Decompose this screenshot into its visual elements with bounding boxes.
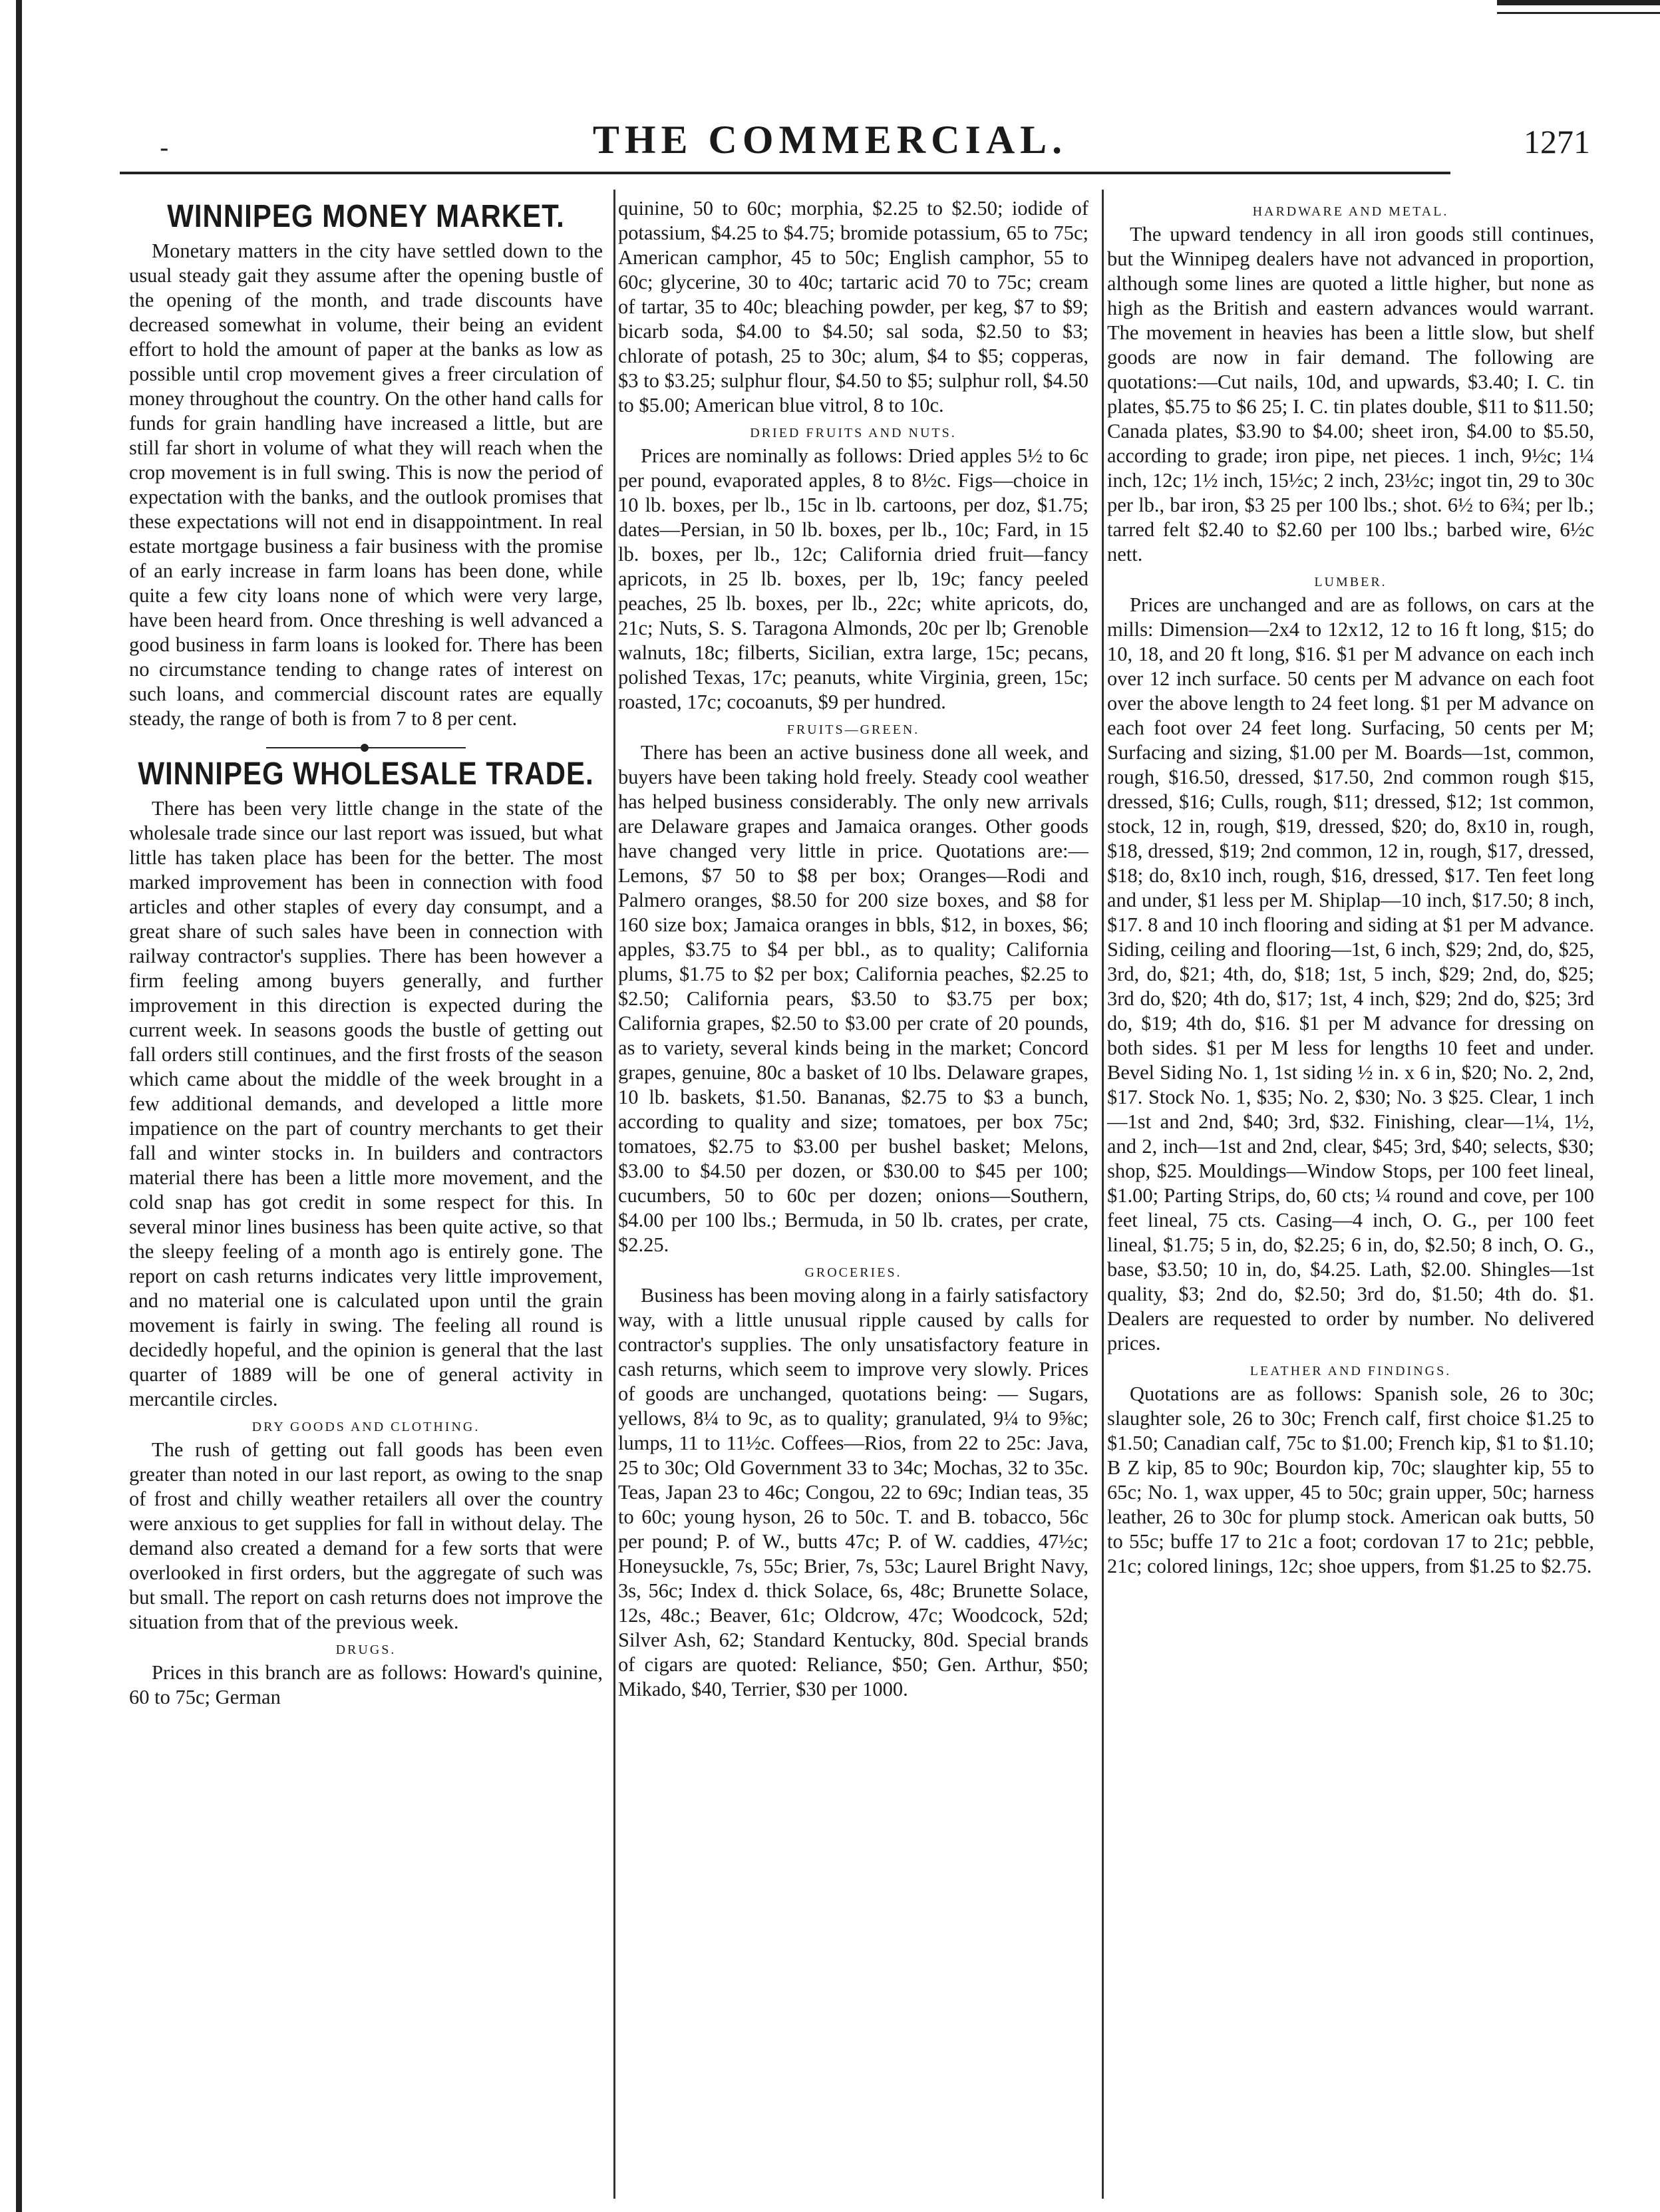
masthead-rule xyxy=(120,172,1450,174)
leather-subheading: LEATHER AND FINDINGS. xyxy=(1249,1364,1452,1378)
green-fruits-paragraph: There has been an active business done all week, and buyers have been taking hold freely. Steady cool weather has helped business considerably. The only new arrivals are Delaware grapes and Jamaica oranges. Other goods have changed very little in price. Quotations are:—Lemons, $7 50 to $8 per box; Oranges—Rodi and Palmero oranges, $8.50 for 200 size boxes, and $8 for 160 size box; Jamaica oranges in bbls, $12, in boxes, $6; apples, $3.75 to $4 per bbl., as to quality; California plums, $1.75 to $2 per box; California peaches, $2.25 to $2.50; California pears, $3.50 to $3.75 per box; California grapes, $2.50 to $3.00 per crate of 20 pounds, as to variety, several kinds being in the market; Concord grapes, genuine, 80c a basket of 10 lbs. Delaware grapes, 10 lb. baskets, $1.50. Bananas, $2.75 to $3 a bunch, according to quality and size; tomatoes, per box 75c; tomatoes, $2.75 to $3.00 per bushel basket; Melons, $3.00 to $4.50 per dozen, or $30.00 to $45 per 100; cucumbers, 50 to 60c per dozen; onions—Southern, $4.00 per 100 lbs.; Bermuda, in 50 lb. crates, per crate, $2.25. xyxy=(618,741,1088,1256)
money-market-paragraph: Monetary matters in the city have settled down to the usual steady gait they assume after the opening bustle of the opening of the month, and trade discounts have decreased somewhat in volume, their being an evident effort to hold the amount of paper at the banks as low as possible until crop movement gives a freer circulation of money throughout the country. On the other hand calls for funds for grain handling have increased a little, but are still far short in volume of what they will reach when the crop movement is in full swing. This is now the period of expectation with the banks, and the outlook promises that these expectations will not end in disappointment. In real estate mortgage business a fair business with the promise of an early increase in farm loans has been done, while quite a few city loans none of which were very large, have been heard from. Once threshing is well advanced a good business in farm loans is looked for. There has been no circumstance tending to change rates of interest on such loans, and commercial discount rates are equally steady, the range of both is from 7 to 8 per cent. xyxy=(129,239,603,730)
leather-paragraph: Quotations are as follows: Spanish sole, 26 to 30c; slaughter sole, 26 to 30c; French calf, first choice $1.25 to $1.50; Canadian calf, 75c to $1.00; French kip, $1 to $1.10; B Z kip, 85 to 90c; Bourdon kip, 70c; slaughter kip, 55 to 65c; No. 1, wax upper, 45 to 50c; grain upper, 50c; harness leather, 26 to 30c for plump stock. American oak butts, 50 to 55c; buffe 17 to 21c a foot; cordovan 17 to 21c; pebble, 21c; colored linings, 12c; shoe uppers, from $1.25 to $2.75. xyxy=(1107,1382,1594,1577)
column-2 xyxy=(609,190,1098,2192)
masthead-dash: - xyxy=(160,133,169,164)
hardware-subheading: HARDWARE AND METAL. xyxy=(1252,204,1449,219)
green-fruits-subheading: FRUITS—GREEN. xyxy=(786,722,920,737)
drugs-continued-paragraph: quinine, 50 to 60c; morphia, $2.25 to $2.50; iodide of potassium, $4.25 to $4.75; bromide potassium, 65 to 75c; American camphor, 45 to 50c; English camphor, 55 to 60c; glycerine, 30 to 40c; tartaric acid 70 to 75c; cream of tartar, 35 to 40c; bleaching powder, per keg, $7 to $9; bicarb soda, $4.00 to $4.50; sal soda, $2.50 to $3; chlorate of potash, 25 to 30c; alum, $4 to $5; copperas, $3 to $3.25; sulphur flour, $4.50 to $5; sulphur roll, $4.50 to $5.00; American blue vitrol, 8 to 10c. xyxy=(618,197,1088,416)
page-number: 1271 xyxy=(1524,123,1590,160)
drugs-subheading: DRUGS. xyxy=(335,1643,397,1657)
dry-goods-subheading: DRY GOODS AND CLOTHING. xyxy=(251,1420,480,1434)
drugs-paragraph: Prices in this branch are as follows: Howard's quinine, 60 to 75c; German xyxy=(129,1661,603,1708)
lumber-subheading: LUMBER. xyxy=(1314,575,1387,589)
dry-goods-paragraph: The rush of getting out fall goods has been even greater than noted in our last report, as owing to the snap of frost and chilly weather retailers all over the country were anxious to get supplies for fall in without delay. The demand also created a demand for a few sorts that were overlooked in first orders, but the aggregate of such was but small. The report on cash returns does not improve the situation from that of the previous week. xyxy=(129,1438,603,1633)
money-market-heading: WINNIPEG MONEY MARKET. xyxy=(167,198,565,234)
dried-fruits-subheading: DRIED FRUITS AND NUTS. xyxy=(750,426,957,440)
column-3 xyxy=(1098,190,1603,2192)
groceries-paragraph: Business has been moving along in a fairly satisfactory way, with a little unusual ripple caused by calls for contractor's supplies. The only unsatisfactory feature in cash returns, which seem to improve very slowly. Prices of goods are unchanged, quotations being: — Sugars, yellows, 8¼ to 9c, as to quality; granulated, 9¼ to 9⅝c; lumps, 11 to 11½c. Coffees—Rios, from 22 to 25c: Java, 25 to 30c; Old Government 33 to 34c; Mochas, 32 to 35c. Teas, Japan 23 to 46c; Congou, 22 to 69c; Indian teas, 35 to 60c; young hyson, 26 to 50c. T. and B. tobacco, 56c per pound; P. of W., butts 47c; P. of W. caddies, 47½c; Honeysuckle, 7s, 55c; Brier, 7s, 53c; Laurel Bright Navy, 3s, 56c; Index d. thick Solace, 6s, 48c; Brunette Solace, 12s, 48c.; Beaver, 61c; Oldcrow, 47c; Woodcock, 52d; Silver Ash, 62; Standard Kentucky, 80d. Special brands of cigars are quoted: Reliance, $50; Gen. Arthur, $50; Mikado, $40, Terrier, $30 per 1000. xyxy=(618,1284,1088,1700)
newspaper-title: THE COMMERCIAL. xyxy=(592,118,1068,162)
section-separator xyxy=(266,746,466,750)
column-1 xyxy=(120,190,612,2192)
hardware-paragraph: The upward tendency in all iron goods still continues, but the Winnipeg dealers have not advanced in proportion, although some lines are quoted a little higher, but none as high as the British and eastern advances would warrant. The movement in heavies has been a little slow, but shelf goods are now in fair demand. The following are quotations:—Cut nails, 10d, and upwards, $3.40; I. C. tin plates, $5.75 to $6 25; I. C. tin plates double, $11 to $11.50; Canada plates, $3.90 to $4.00; sheet iron, $4.00 to $5.50, according to grade; iron pipe, net pieces. 1 inch, 9½c; 1¼ inch, 12c; 1½ inch, 15½c; 2 inch, 23½c; ingot tin, 29 to 30c per lb., bar iron, $3 25 per 100 lbs.; shot. 6½ to 6¾; per lb.; tarred felt $2.40 to $2.60 per 100 lbs.; barbed wire, 6½c nett. xyxy=(1107,223,1594,565)
masthead xyxy=(0,113,1660,173)
groceries-subheading: GROCERIES. xyxy=(804,1265,902,1280)
wholesale-trade-heading: WINNIPEG WHOLESALE TRADE. xyxy=(138,755,594,792)
top-corner-rule-thin xyxy=(1497,12,1660,14)
top-corner-rule xyxy=(1497,0,1660,5)
binding-edge-rule xyxy=(16,0,22,2212)
dried-fruits-paragraph: Prices are nominally as follows: Dried apples 5½ to 6c per pound, evaporated apples, 8 to 8½c. Figs—choice in 10 lb. boxes, per lb., 15c in lb. cartoons, per doz, $1.75; dates—Persian, in 50 lb. boxes, per lb., 10c; Fard, in 15 lb. boxes, per lb., 12c; California dried fruit—fancy apricots, in 25 lb. boxes, per lb, 19c; fancy peeled peaches, 25 lb. boxes, per lb., 22c; white apricots, do, 21c; Nuts, S. S. Taragona Almonds, 20c per lb; Grenoble walnuts, 18c; filberts, Sicilian, extra large, 15c; pecans, polished Texas, 17c; peanuts, white Virginia, green, 15c; roasted, 17c; cocoanuts, $9 per hundred. xyxy=(618,444,1088,713)
wholesale-trade-paragraph: There has been very little change in the state of the wholesale trade since our last report was issued, but what little has taken place has been for the better. The most marked improvement has been in connection with food articles and other staples of every day consumpt, and a great share of such sales have been in connection with railway contractor's supplies. There has been however a firm feeling among buyers generally, and further improvement in this direction is expected during the current week. In seasons goods the bustle of getting out fall orders still continues, and the first frosts of the season which came about the middle of the week brought in a few additional demands, and developed a little more impatience on the part of country merchants to get their fall and winter stocks in. In builders and contractors material there has been a little more movement, and the cold snap has got credit in some respect for this. In several minor lines business has been quite active, so that the sleepy feeling of a month ago is entirely gone. The report on cash returns indicates very little improvement, and no material one is calculated upon until the grain movement is fairly in swing. The feeling all round is decidedly hopeful, and the opinion is general that the last quarter of 1889 will be one of general activity in mercantile circles. xyxy=(129,797,603,1410)
lumber-paragraph: Prices are unchanged and are as follows, on cars at the mills: Dimension—2x4 to 12x12, 12 to 16 ft long, $15; do 10, 18, and 20 ft long, $16. $1 per M advance on each inch over 12 inch surface. 50 cents per M advance on each foot over the above length to 24 feet long. $1 per M advance on each foot over 24 feet long. Surfacing, 50 cents per M; Surfacing and sizing, $1.00 per M. Boards—1st, common, rough, $16.50, dressed, $17.50, 2nd common rough $15, dressed, $16; Culls, rough, $11; dressed, $12; 1st common, stock, 12 in, rough, $19, dressed, $20; do, 8x10 in, rough, $18, dressed, $19; 2nd common, 12 in, rough, $17, dressed, $18; do, 8x10 inch, rough, $16, dressed, $17. Ten feet long and under, $1 less per M. Shiplap—10 inch, $17.50; 8 inch, $17. 8 and 10 inch flooring and siding at $1 per M advance. Siding, ceiling and flooring—1st, 6 inch, $29; 2nd, do, $25, 3rd, do, $21; 4th, do, $18; 1st, 5 inch, $29; 2nd, do, $25; 3rd do, $20; 4th do, $17; 1st, 4 inch, $29; 2nd do, $25; 3rd do, $19; 4th do, $16. $1 per M advance for dressing on both sides. $1 per M less for lengths 10 feet and under. Bevel Siding No. 1, 1st siding ½ in. x 6 in, $20; No. 2, 2nd, $17. Stock No. 1, $35; No. 2, $30; No. 3 $25. Clear, 1 inch—1st and 2nd, $40; 3rd, $32. Finishing, clear—1¼, 1½, and 2, inch—1st and 2nd, clear, $45; 3rd, $40; selects, $30; shop, $25. Mouldings—Window Stops, per 100 feet lineal, $1.00; Parting Strips, do, 60 cts; ¼ round and cove, per 100 feet lineal, 75 cts. Casing—4 inch, O. G., per 100 feet lineal, $1.75; 5 in, do, $2.25; 6 in, do, $2.50; 8 inch, O. G., base, $3.50; 10 in, do, $4.25. Lath, $2.00. Shingles—1st quality, $3; 2nd do, $2.50; 3rd do, $1.50; 4th do. $1. Dealers are requested to order by number. No delivered prices. xyxy=(1107,593,1594,1354)
